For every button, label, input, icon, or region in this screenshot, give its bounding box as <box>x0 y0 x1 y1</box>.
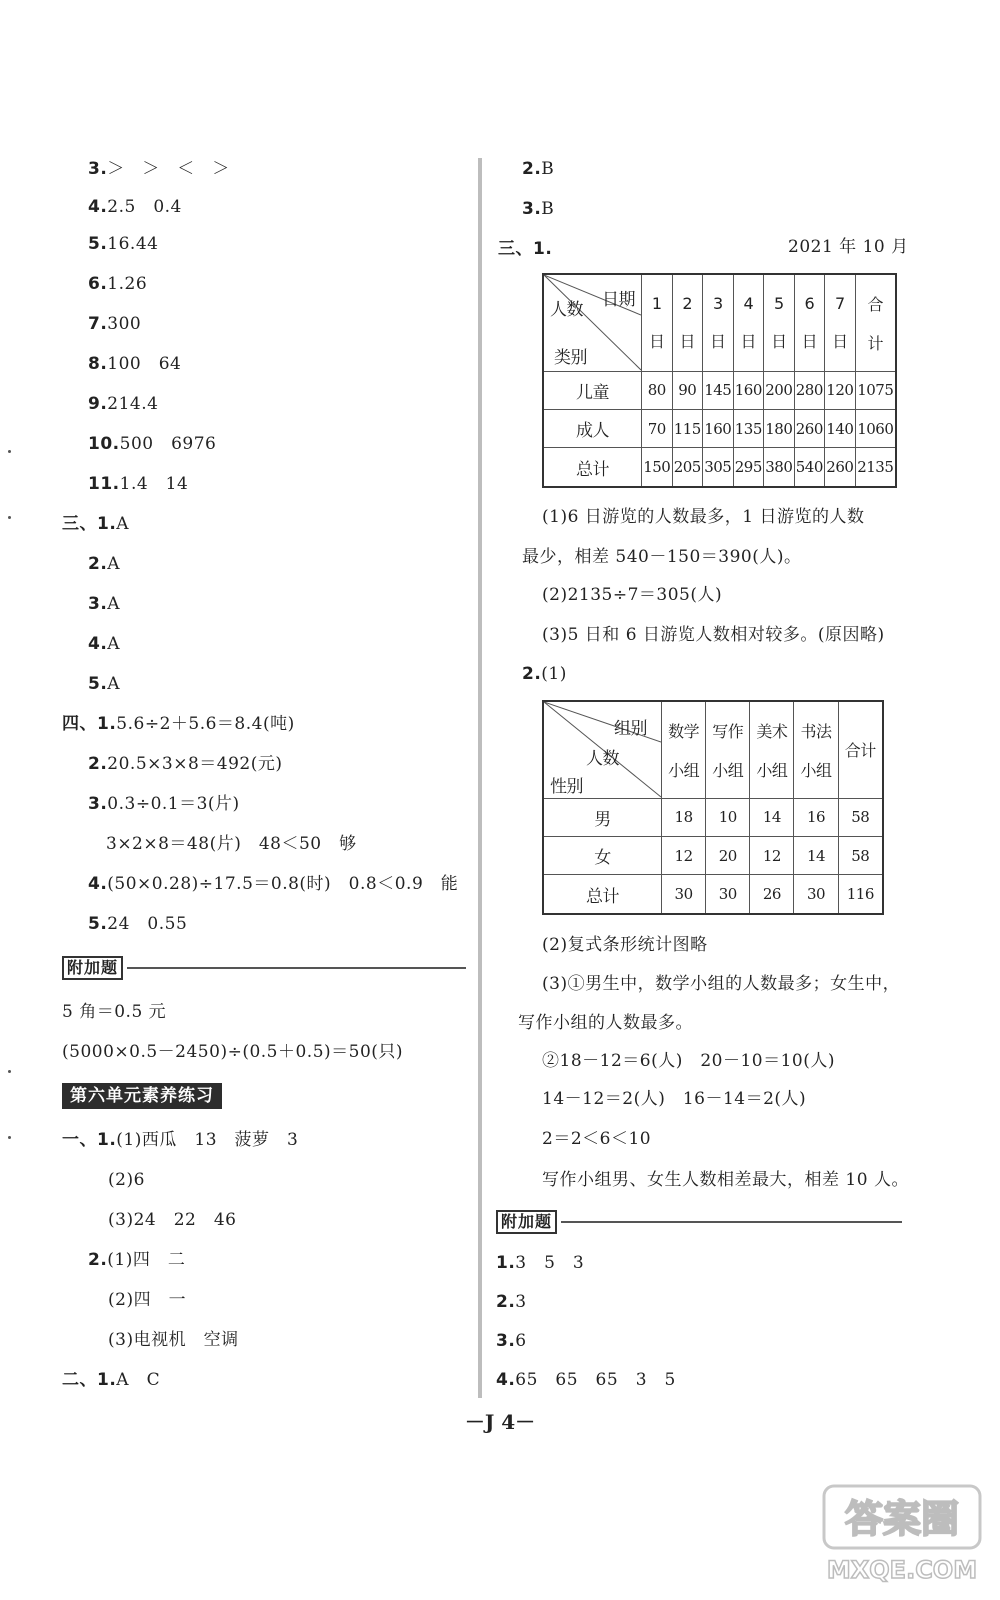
answer-line: 8.100 64 <box>88 354 182 374</box>
corner-label-bottom: 性别 <box>550 777 583 797</box>
answer-line: 2.A <box>88 554 121 574</box>
answer-line: 3.0.3÷0.1＝3(片) <box>88 794 240 814</box>
table-row: 总计 30 30 26 30 116 <box>543 875 883 914</box>
answer-line: 2.3 <box>496 1292 527 1312</box>
answer-line: 5.24 0.55 <box>88 914 188 934</box>
corner-label-top: 日期 <box>602 290 635 310</box>
table-date-label: 2021 年 10 月 <box>788 237 909 257</box>
answer-line: 10.500 6976 <box>88 434 217 454</box>
table-row: 总计 150 205 305 295 380 540 260 2135 <box>543 448 896 487</box>
answer-line: (3)①男生中，数学小组的人数最多；女生中， <box>542 974 901 994</box>
answer-line: 5.16.44 <box>88 234 159 254</box>
answer-line: 最少，相差 540－150＝390(人)。 <box>522 547 802 567</box>
unit-title-banner: 第六单元素养练习 <box>62 1083 222 1109</box>
answer-line: 写作小组男、女生人数相差最大，相差 10 人。 <box>542 1170 909 1190</box>
answer-line: 14－12＝2(人) 16－14＝2(人) <box>542 1089 807 1109</box>
extra-title: 附加题 <box>496 1210 557 1234</box>
answer-line: 2.B <box>522 159 555 179</box>
answer-line: 5.A <box>88 674 121 694</box>
extra-title: 附加题 <box>62 956 123 980</box>
answer-line: (1)6 日游览的人数最多，1 日游览的人数 <box>542 507 865 527</box>
answer-line: ②18－12＝6(人) 20－10＝10(人) <box>542 1051 836 1071</box>
answer-line: 4.(50×0.28)÷17.5＝0.8(时) 0.8＜0.9 能 <box>88 874 459 894</box>
column-divider <box>478 158 482 1398</box>
column-header: 写作 小组 <box>706 701 750 798</box>
corner-label-middle: 人数 <box>550 300 583 320</box>
answer-line: 3.A <box>88 594 121 614</box>
answer-line: 4.2.5 0.4 <box>88 197 182 217</box>
column-header: 美术 小组 <box>750 701 794 798</box>
column-header: 合计 <box>838 701 883 798</box>
watermark-logo <box>820 1480 985 1590</box>
section-line: 三、1. <box>498 239 553 259</box>
answer-line: 3.B <box>522 199 555 219</box>
column-header: 合 计 <box>855 274 896 371</box>
answer-line: (2)2135÷7＝305(人) <box>542 585 723 605</box>
answer-line: (3)5 日和 6 日游览人数相对较多。(原因略) <box>542 625 885 645</box>
column-header: 5 日 <box>764 274 795 371</box>
column-header: 4 日 <box>733 274 764 371</box>
answer-line: 2.(1)四 二 <box>88 1250 186 1270</box>
corner-label-bottom: 类别 <box>554 348 587 368</box>
table-row: 男 18 10 14 16 58 <box>543 798 883 836</box>
extra-heading <box>496 1210 902 1234</box>
section-line: 一、1.(1)西瓜 13 菠萝 3 <box>62 1130 299 1150</box>
extra-heading <box>62 956 466 980</box>
group-table <box>542 700 884 915</box>
column-header: 7 日 <box>825 274 856 371</box>
heading-rule <box>561 1221 902 1223</box>
corner-label-top: 组别 <box>614 719 647 739</box>
column-header: 3 日 <box>703 274 734 371</box>
corner-label-middle: 人数 <box>586 749 619 769</box>
column-header: 1 日 <box>642 274 673 371</box>
answer-line: 2.20.5×3×8＝492(元) <box>88 754 283 774</box>
answer-line: 6.1.26 <box>88 274 148 294</box>
page-number: －J 4－ <box>464 1410 536 1434</box>
answer-line: (3)电视机 空调 <box>108 1330 239 1350</box>
answer-line: 3.＞ ＞ ＜ ＞ <box>88 159 230 179</box>
answer-line: (2)复式条形统计图略 <box>542 935 708 955</box>
answer-line: (3)24 22 46 <box>108 1210 237 1230</box>
answer-line: 4.65 65 65 3 5 <box>496 1370 676 1390</box>
margin-dot <box>8 450 11 453</box>
extra-line: (5000×0.5－2450)÷(0.5＋0.5)＝50(只) <box>62 1042 404 1062</box>
section-line: 三、1.A <box>62 514 130 534</box>
column-header: 6 日 <box>794 274 825 371</box>
table-row: 女 12 20 12 14 58 <box>543 836 883 874</box>
table-corner-cell <box>543 274 642 371</box>
svg-text:MXQE.COM: MXQE.COM <box>826 1556 978 1584</box>
answer-line: 4.A <box>88 634 121 654</box>
section-line: 四、1.5.6÷2＋5.6＝8.4(吨) <box>62 714 295 734</box>
margin-dot <box>8 1136 11 1139</box>
column-header: 书法 小组 <box>794 701 838 798</box>
answer-line: (2)6 <box>108 1170 145 1190</box>
table-row: 成人 70 115 160 135 180 260 140 1060 <box>543 409 896 447</box>
extra-line: 5 角＝0.5 元 <box>62 1002 167 1022</box>
margin-dot <box>8 516 11 519</box>
column-header: 2 日 <box>672 274 703 371</box>
answer-line: 3×2×8＝48(片) 48＜50 够 <box>106 834 357 854</box>
answer-line: 11.1.4 14 <box>88 474 189 494</box>
answer-line: 写作小组的人数最多。 <box>518 1013 693 1033</box>
answer-line: 2＝2＜6＜10 <box>542 1129 652 1149</box>
answer-line: 2.(1) <box>522 664 567 684</box>
table-corner-cell <box>543 701 662 798</box>
heading-rule <box>127 967 466 969</box>
table-row: 儿童 80 90 145 160 200 280 120 1075 <box>543 371 896 409</box>
margin-dot <box>8 1070 11 1073</box>
answer-line: (2)四 一 <box>108 1290 187 1310</box>
svg-text:答案圈: 答案圈 <box>844 1497 960 1541</box>
answer-line: 7.300 <box>88 314 142 334</box>
answer-line: 1.3 5 3 <box>496 1253 585 1273</box>
answer-line: 9.214.4 <box>88 394 159 414</box>
visitor-table <box>542 273 897 488</box>
column-header: 数学 小组 <box>662 701 706 798</box>
section-line: 二、1.A C <box>62 1370 161 1390</box>
answer-line: 3.6 <box>496 1331 527 1351</box>
